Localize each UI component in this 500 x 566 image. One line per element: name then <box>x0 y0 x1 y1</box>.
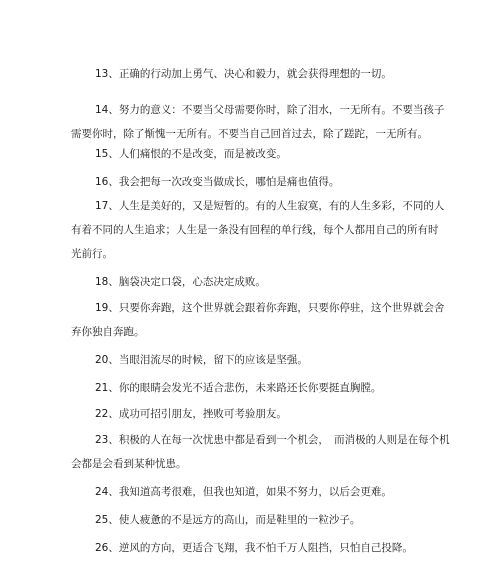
entry-line: 弃你独自奔跑。 <box>71 326 145 338</box>
entry-14 <box>71 98 445 146</box>
entry-line: 19、只要你奔跑，这个世界就会跟着你奔跑，只要你停驻，这个世界就会舍 <box>95 302 445 314</box>
entry-line: 18、脑袋决定口袋，心态决定成败。 <box>95 276 266 288</box>
entry-line: 25、使人疲惫的不是远方的高山，而是鞋里的一粒沙子。 <box>95 514 361 526</box>
entry-21 <box>95 376 425 400</box>
entry-22 <box>95 402 425 426</box>
entry-line: 13、正确的行动加上勇气、决心和毅力，就会获得理想的一切。 <box>95 68 392 80</box>
entry-line: 20、当眼泪流尽的时候，留下的应该是坚强。 <box>95 354 308 366</box>
entry-19 <box>71 296 445 344</box>
entry-20 <box>95 348 425 372</box>
entry-line: 24、我知道高考很难，但我也知道，如果不努力，以后会更难。 <box>95 486 392 498</box>
entry-13 <box>95 62 425 86</box>
entry-line: 26、逆风的方向，更适合飞翔，我不怕千万人阻挡，只怕自己投降。 <box>95 542 413 554</box>
entry-line: 22、成功可招引朋友，挫败可考验朋友。 <box>95 408 287 420</box>
entry-26 <box>95 536 425 560</box>
entry-line: 23、积极的人在每一次忧患中都是看到一个机会， 而消极的人则是在每个机 <box>95 434 450 446</box>
entry-line: 21、你的眼睛会发光不适合悲伤，未来路还长你要挺直胸膛。 <box>95 382 382 394</box>
entry-line: 有着不同的人生追求；人生是一条没有回程的单行线，每个人都用自己的所有时 <box>71 224 439 236</box>
entry-17 <box>71 194 445 266</box>
entry-16 <box>95 170 425 194</box>
entry-line: 14、努力的意义：不要当父母需要你时，除了泪水，一无所有。不要当孩子 <box>95 104 445 116</box>
entry-line: 17、人生是美好的，又是短暂的。有的人生寂寞，有的人生多彩，不同的人 <box>95 200 445 212</box>
entry-15 <box>95 142 425 166</box>
entry-line: 光前行。 <box>71 248 113 260</box>
entry-24 <box>95 480 425 504</box>
entry-line: 需要你时，除了惭愧一无所有。不要当自己回首过去，除了蹉跎，一无所有。 <box>71 128 428 140</box>
entry-line: 16、我会把每一次改变当做成长，哪怕是痛也值得。 <box>95 176 340 188</box>
entry-line: 会都是会看到某种忧患。 <box>71 458 187 470</box>
entry-line: 15、人们痛恨的不是改变，而是被改变。 <box>95 148 287 160</box>
entry-25 <box>95 508 425 532</box>
entry-18 <box>95 270 425 294</box>
entry-23 <box>71 428 450 476</box>
